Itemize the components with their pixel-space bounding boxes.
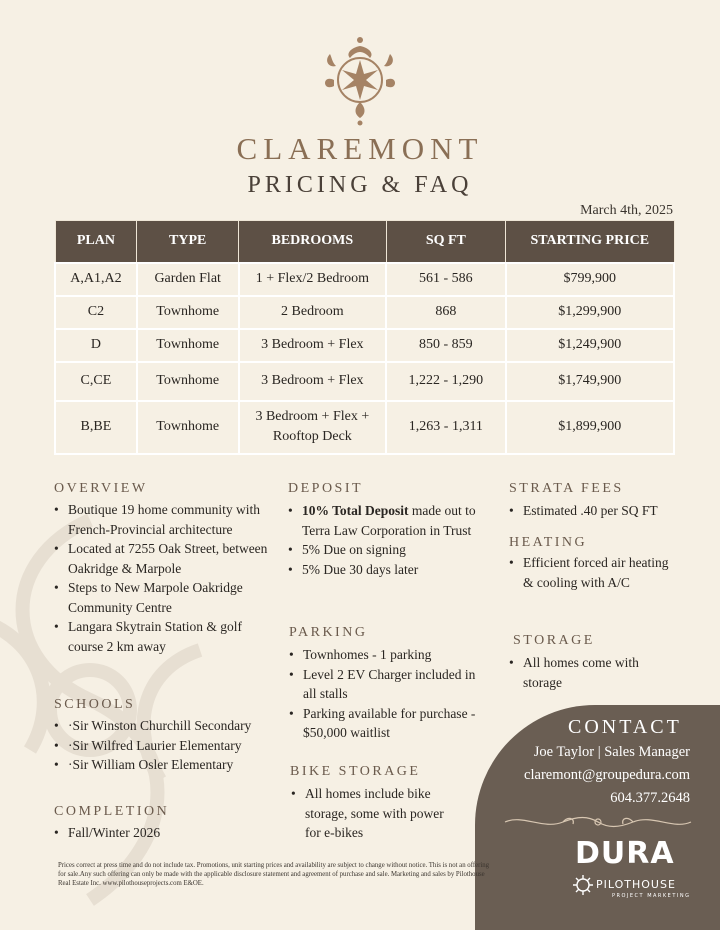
list-item: • Located at 7255 Oak Street, between Oakridge & Marpole	[54, 539, 279, 578]
list-item: • All homes come with storage	[509, 653, 674, 692]
page-subtitle: PRICING & FAQ	[247, 172, 473, 198]
cell-price: $799,900	[506, 263, 674, 296]
deposit-list	[288, 501, 493, 579]
pilothouse-logo-icon	[572, 874, 594, 896]
strata-fees-heading: STRATA FEES	[509, 481, 624, 496]
deposit-bold-text: 10% Total Deposit	[302, 503, 409, 518]
overview-list	[54, 500, 279, 656]
list-item: • Townhomes - 1 parking	[289, 645, 489, 665]
list-item: • Efficient forced air heating & cooling with A/C	[509, 553, 679, 592]
parking-list	[289, 645, 489, 743]
cell-plan: B,BE	[55, 401, 137, 454]
bike-storage-list	[291, 784, 461, 843]
cell-price: $1,299,900	[506, 296, 674, 329]
cell-type: Townhome	[137, 329, 239, 362]
deposit-heading: DEPOSIT	[288, 481, 364, 496]
table-row	[55, 362, 674, 401]
cell-sqft: 561 - 586	[386, 263, 505, 296]
pilothouse-subtext: PROJECT MARKETING	[612, 893, 691, 899]
schools-heading: SCHOOLS	[54, 697, 136, 712]
cell-type: Townhome	[137, 296, 239, 329]
list-item: • ·Sir Winston Churchill Secondary	[54, 716, 284, 736]
contact-name: Joe Taylor | Sales Manager	[533, 744, 690, 760]
cell-plan: C,CE	[55, 362, 137, 401]
list-item: • Steps to New Marpole Oakridge Community Centre	[54, 578, 279, 617]
deposit-rest-text: made out to Terra Law Corporation in Trust	[302, 503, 476, 538]
cell-price: $1,749,900	[506, 362, 674, 401]
document-date: March 4th, 2025	[580, 203, 673, 218]
list-item: • Estimated .40 per SQ FT	[509, 501, 709, 521]
page-title: CLAREMONT	[236, 131, 484, 166]
table-row	[55, 296, 674, 329]
list-item: • ·Sir William Osler Elementary	[54, 755, 284, 775]
cell-type: Townhome	[137, 401, 239, 454]
list-item: • 5% Due 30 days later	[288, 560, 493, 580]
cell-plan: C2	[55, 296, 137, 329]
schools-list	[54, 716, 284, 775]
pricing-table	[54, 220, 675, 455]
list-item: • Langara Skytrain Station & golf course 2 km away	[54, 617, 279, 656]
list-item: • Fall/Winter 2026	[54, 823, 274, 843]
column-header-sqft: SQ FT	[386, 221, 505, 263]
table-row	[55, 401, 674, 454]
cell-type: Garden Flat	[137, 263, 239, 296]
contact-phone[interactable]: 604.377.2648	[610, 790, 690, 806]
list-item: • Boutique 19 home community with French-Provincial architecture	[54, 500, 279, 539]
list-item: • ·Sir Wilfred Laurier Elementary	[54, 736, 284, 756]
table-row	[55, 329, 674, 362]
list-item	[288, 501, 493, 540]
cell-bedrooms: 2 Bedroom	[239, 296, 387, 329]
completion-heading: COMPLETION	[54, 804, 170, 819]
cell-price: $1,249,900	[506, 329, 674, 362]
parking-heading: PARKING	[289, 625, 368, 640]
cell-sqft: 1,222 - 1,290	[386, 362, 505, 401]
cell-type: Townhome	[137, 362, 239, 401]
cell-bedrooms: 3 Bedroom + Flex + Rooftop Deck	[239, 401, 387, 454]
cell-sqft: 1,263 - 1,311	[386, 401, 505, 454]
heating-heading: HEATING	[509, 535, 588, 550]
disclaimer-text: Prices correct at press time and do not include tax. Promotions, unit starting prices and availability are subject to change without notice. This is not an offering for sale.Any such offering can only be made with the applicable disclosure statement and agreement of purchase and sale. Marketing and sales by Pilothouse Real Estate Inc. www.pilothouseprojects.com E&OE.	[58, 862, 490, 887]
cell-price: $1,899,900	[506, 401, 674, 454]
strata-fees-list	[509, 501, 709, 521]
storage-heading: STORAGE	[513, 633, 595, 648]
contact-heading: CONTACT	[568, 716, 682, 738]
cell-plan: D	[55, 329, 137, 362]
swirl-divider-icon	[503, 812, 693, 832]
pilothouse-logo-text: PILOTHOUSE	[596, 878, 676, 891]
cell-sqft: 868	[386, 296, 505, 329]
list-item: • Parking available for purchase - $50,000 waitlist	[289, 704, 489, 743]
contact-email[interactable]: claremont@groupedura.com	[524, 767, 690, 783]
cell-bedrooms: 3 Bedroom + Flex	[239, 329, 387, 362]
table-header-row	[55, 221, 674, 263]
column-header-price: STARTING PRICE	[506, 221, 674, 263]
bike-storage-heading: BIKE STORAGE	[290, 764, 421, 779]
completion-list	[54, 823, 274, 843]
claremont-logo-icon	[320, 34, 400, 126]
cell-bedrooms: 1 + Flex/2 Bedroom	[239, 263, 387, 296]
heating-list	[509, 553, 679, 592]
cell-sqft: 850 - 859	[386, 329, 505, 362]
column-header-plan: PLAN	[55, 221, 137, 263]
table-row	[55, 263, 674, 296]
column-header-type: TYPE	[137, 221, 239, 263]
overview-heading: OVERVIEW	[54, 481, 148, 496]
storage-list	[509, 653, 674, 692]
cell-plan: A,A1,A2	[55, 263, 137, 296]
list-item: • Level 2 EV Charger included in all stalls	[289, 665, 489, 704]
cell-bedrooms: 3 Bedroom + Flex	[239, 362, 387, 401]
dura-logo: DURA	[575, 836, 675, 871]
column-header-bedrooms: BEDROOMS	[239, 221, 387, 263]
list-item: • All homes include bike storage, some with power for e-bikes	[291, 784, 461, 843]
list-item: • 5% Due on signing	[288, 540, 493, 560]
